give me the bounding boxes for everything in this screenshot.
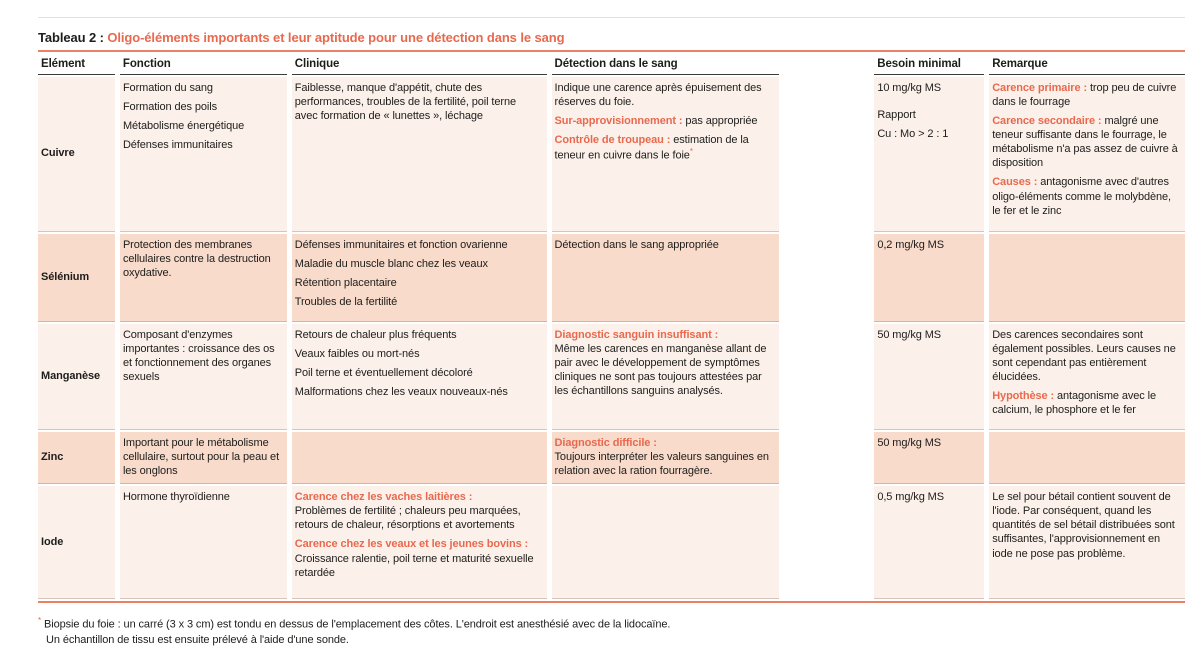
cell-besoin-manganese: 50 mg/kg MS <box>874 324 984 430</box>
cell-element-selenium: Sélénium <box>38 234 115 322</box>
cell-fonction-manganese: Composant d'enzymes importantes : croissance des os et fonctionnement des organes sexuels <box>120 324 287 430</box>
column-header-remarque: Remarque <box>989 55 1185 75</box>
cell-fonction-zinc: Important pour le métabolisme cellulaire, surtout pour la peau et les onglons <box>120 432 287 484</box>
accent-label: Causes : <box>992 176 1041 189</box>
cell-besoin-zinc: 50 mg/kg MS <box>874 432 984 484</box>
cell-detection-cuivre: Indique une carence après épuisement des réserves du foie. Sur-approvisionnement : pas appropriée Contrôle de troupeau : estimation de la teneur en cuivre dans le foie* <box>552 77 780 232</box>
table-row-cuivre <box>38 77 1185 232</box>
cell-remarque-cuivre: Carence primaire : trop peu de cuivre dans le fourrage Carence secondaire : malgré une teneur suffisante dans le fourrage, le métabolisme n'a pas assez de cuivre à disposition Causes : antagonisme avec d'autres oligo-éléments comme le molybdène, le fer et le zinc <box>989 77 1185 232</box>
table-body <box>38 77 1185 599</box>
cell-fonction-selenium: Protection des membranes cellulaires contre la destruction oxydative. <box>120 234 287 322</box>
column-header-element: Elément <box>38 55 115 75</box>
cell-fonction-cuivre: Formation du sang Formation des poils Métabolisme énergétique Défenses immunitaires <box>120 77 287 232</box>
table-header-row <box>38 55 1185 75</box>
column-header-detection: Détection dans le sang <box>552 55 780 75</box>
column-header-besoin: Besoin minimal <box>874 55 984 75</box>
table-title-prefix: Tableau 2 : <box>38 30 108 45</box>
cell-element-zinc: Zinc <box>38 432 115 484</box>
column-header-fonction: Fonction <box>120 55 287 75</box>
column-header-clinique: Clinique <box>292 55 547 75</box>
cell-clinique-selenium: Défenses immunitaires et fonction ovarienne Maladie du muscle blanc chez les veaux Rétention placentaire Troubles de la fertilité <box>292 234 547 322</box>
footnote-line-2: Un échantillon de tissu est ensuite prélevé à l'aide d'une sonde. <box>46 634 349 647</box>
cell-detection-selenium: Détection dans le sang appropriée <box>552 234 780 322</box>
cell-clinique-cuivre: Faiblesse, manque d'appétit, chute des performances, troubles de la fertilité, poil terne avec formation de « lunettes », léchage <box>292 77 547 232</box>
footnote-marker: * <box>38 616 42 626</box>
cell-clinique-zinc <box>292 432 547 484</box>
accent-label: Hypothèse : <box>992 390 1058 403</box>
accent-label: Diagnostic difficile : <box>554 437 657 449</box>
accent-label: Diagnostic sanguin insuffisant : <box>554 329 719 341</box>
accent-label: Carence secondaire : <box>992 115 1105 128</box>
cell-fonction-iode: Hormone thyroïdienne <box>120 486 287 599</box>
cell-besoin-cuivre: 10 mg/kg MS Rapport Cu : Mo > 2 : 1 <box>874 77 984 232</box>
cell-remarque-zinc <box>989 432 1185 484</box>
table-row-manganese <box>38 324 1185 430</box>
accent-label: Carence chez les veaux et les jeunes bovins : <box>294 538 529 551</box>
accent-label: Sur-approvisionnement : <box>554 115 686 128</box>
cell-detection-iode <box>552 486 780 599</box>
accent-label: Carence primaire : <box>992 82 1090 94</box>
top-divider <box>38 17 1185 18</box>
accent-label: Carence chez les vaches laitières : <box>294 491 473 504</box>
accent-label: Contrôle de troupeau : <box>554 134 674 147</box>
cell-element-iode: Iode <box>38 486 115 599</box>
table-row-iode <box>38 486 1185 599</box>
cell-besoin-iode: 0,5 mg/kg MS <box>874 486 984 599</box>
cell-element-manganese: Manganèse <box>38 324 115 430</box>
cell-detection-manganese: Diagnostic sanguin insuffisant : Même les carences en manganèse allant de pair avec le développement de symptômes cliniques ne sont pas toujours attestées par les échantillons sanguins analysés. <box>552 324 780 430</box>
footnote-ref-marker: * <box>689 147 693 157</box>
cell-clinique-iode: Carence chez les vaches laitières : Problèmes de fertilité ; chaleurs peu marquées, retours de chaleur, résorptions et avortements Carence chez les veaux et les jeunes bovins : Croissance ralentie, poil terne et maturité sexuelle retardée <box>292 486 547 599</box>
cell-remarque-iode: Le sel pour bétail contient souvent de l'iode. Par conséquent, quand les quantités de sel bétail distribuées sont suffisantes, l'approvisionnement en iode ne pose pas problème. <box>989 486 1185 599</box>
footnote-text-1: Biopsie du foie : un carré (3 x 3 cm) est tondu en dessus de l'emplacement des côtes. L'endroit est anesthésié avec de la lidocaïne. <box>44 618 671 631</box>
cell-element-cuivre: Cuivre <box>38 77 115 232</box>
footnote-line-1 <box>38 615 1185 633</box>
cell-remarque-selenium <box>989 234 1185 322</box>
table-title-text: Oligo-éléments importants et leur aptitude pour une détection dans le sang <box>107 30 565 45</box>
cell-remarque-manganese: Des carences secondaires sont également possibles. Leurs causes ne sont cependant pas entièrement élucidées. Hypothèse : antagonisme avec le calcium, le phosphore et le fer <box>989 324 1185 430</box>
cell-besoin-selenium: 0,2 mg/kg MS <box>874 234 984 322</box>
table-bottom-rule <box>38 601 1185 603</box>
cell-detection-zinc: Diagnostic difficile : Toujours interpréter les valeurs sanguines en relation avec la ration fourragère. <box>552 432 780 484</box>
table-title <box>38 30 1185 45</box>
table-row-selenium <box>38 234 1185 322</box>
cell-clinique-manganese: Retours de chaleur plus fréquents Veaux faibles ou mort-nés Poil terne et éventuellement décoloré Malformations chez les veaux nouveaux-nés <box>292 324 547 430</box>
footnote <box>38 615 1185 648</box>
table-row-zinc <box>38 432 1185 484</box>
trace-elements-table <box>38 55 1185 599</box>
title-rule <box>38 50 1185 52</box>
